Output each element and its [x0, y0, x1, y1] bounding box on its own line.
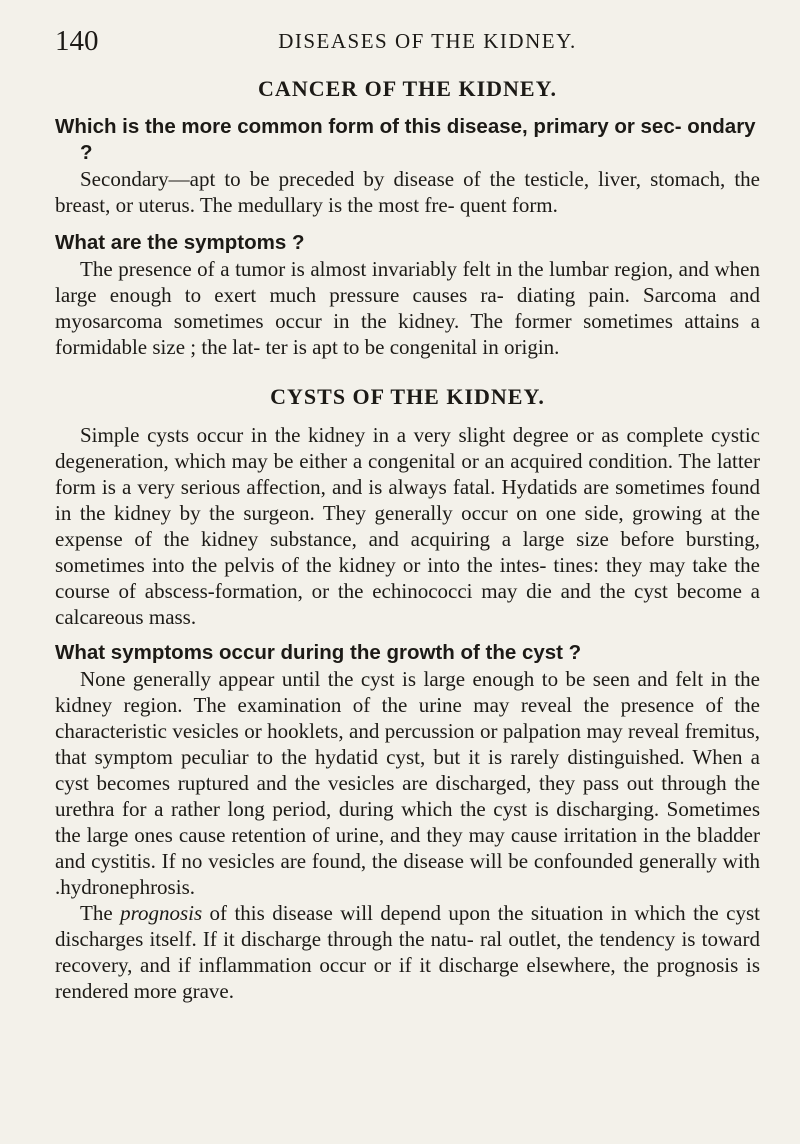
prognosis-rest: of this disease will depend upon the situation in which the cyst discharges itself. If it discharge through the natu- ral outlet, the tendency is toward recovery, and if inflammation occur or if it discharge elsewhere, the prognosis is rendered more grave.	[55, 901, 760, 1003]
running-header	[55, 22, 760, 60]
answer-cyst-growth: None generally appear until the cyst is large enough to be seen and felt in the kidney region. The examination of the urine may reveal the presence of the characteristic vesicles or hooklets, and percussion or palpation may reveal fremitus, that symptom peculiar to the hydatid cyst, but it is rarely distinguished. When a cyst becomes ruptured and the vesicles are discharged, they pass out through the urethra for a rather long period, during which the cyst is discharging. Sometimes the large ones cause retention of urine, and they may cause irritation in the bladder and cystitis. If no vesicles are found, the disease will be confounded generally with .hydronephrosis.	[55, 667, 760, 899]
question-symptoms: What are the symptoms ?	[55, 231, 305, 254]
answer-symptoms: The presence of a tumor is almost invariably felt in the lumbar region, and when large enough to exert much pressure causes ra- diating pain. Sarcoma and myosarcoma sometimes occur in the kidney. The former sometimes attains a formidable size ; the lat- ter is apt to be congenital in origin.	[55, 257, 760, 359]
answer-primary-secondary: Secondary—apt to be preceded by disease of the testicle, liver, stomach, the breast, or uterus. The medullary is the most fre- quent form.	[55, 167, 760, 217]
cysts-intro-paragraph: Simple cysts occur in the kidney in a very slight degree or as complete cystic degeneration, which may be either a congenital or an acquired condition. The latter form is a very serious affection, and is always fatal. Hydatids are sometimes found in the kidney by the surgeon. They generally occur on one side, growing at the expense of the kidney substance, and acquiring a large size before bursting, sometimes into the pelvis of the kidney or into the intes- tines: they may take the course of abscess-formation, or the echinococci may die and the cyst become a calcareous mass.	[55, 423, 760, 629]
section-title-cancer: CANCER OF THE KIDNEY.	[258, 76, 557, 101]
page-number: 140	[55, 25, 99, 57]
prognosis-paragraph	[55, 900, 760, 1004]
section-title-cysts: CYSTS OF THE KIDNEY.	[270, 384, 545, 409]
prognosis-term: prognosis	[120, 901, 203, 925]
question-cyst-growth: What symptoms occur during the growth of the cyst ?	[55, 641, 582, 664]
question-primary-secondary: Which is the more common form of this disease, primary or sec- ondary ?	[55, 115, 756, 164]
running-title: DISEASES OF THE KIDNEY.	[278, 29, 577, 53]
prognosis-lead: The	[80, 901, 121, 925]
